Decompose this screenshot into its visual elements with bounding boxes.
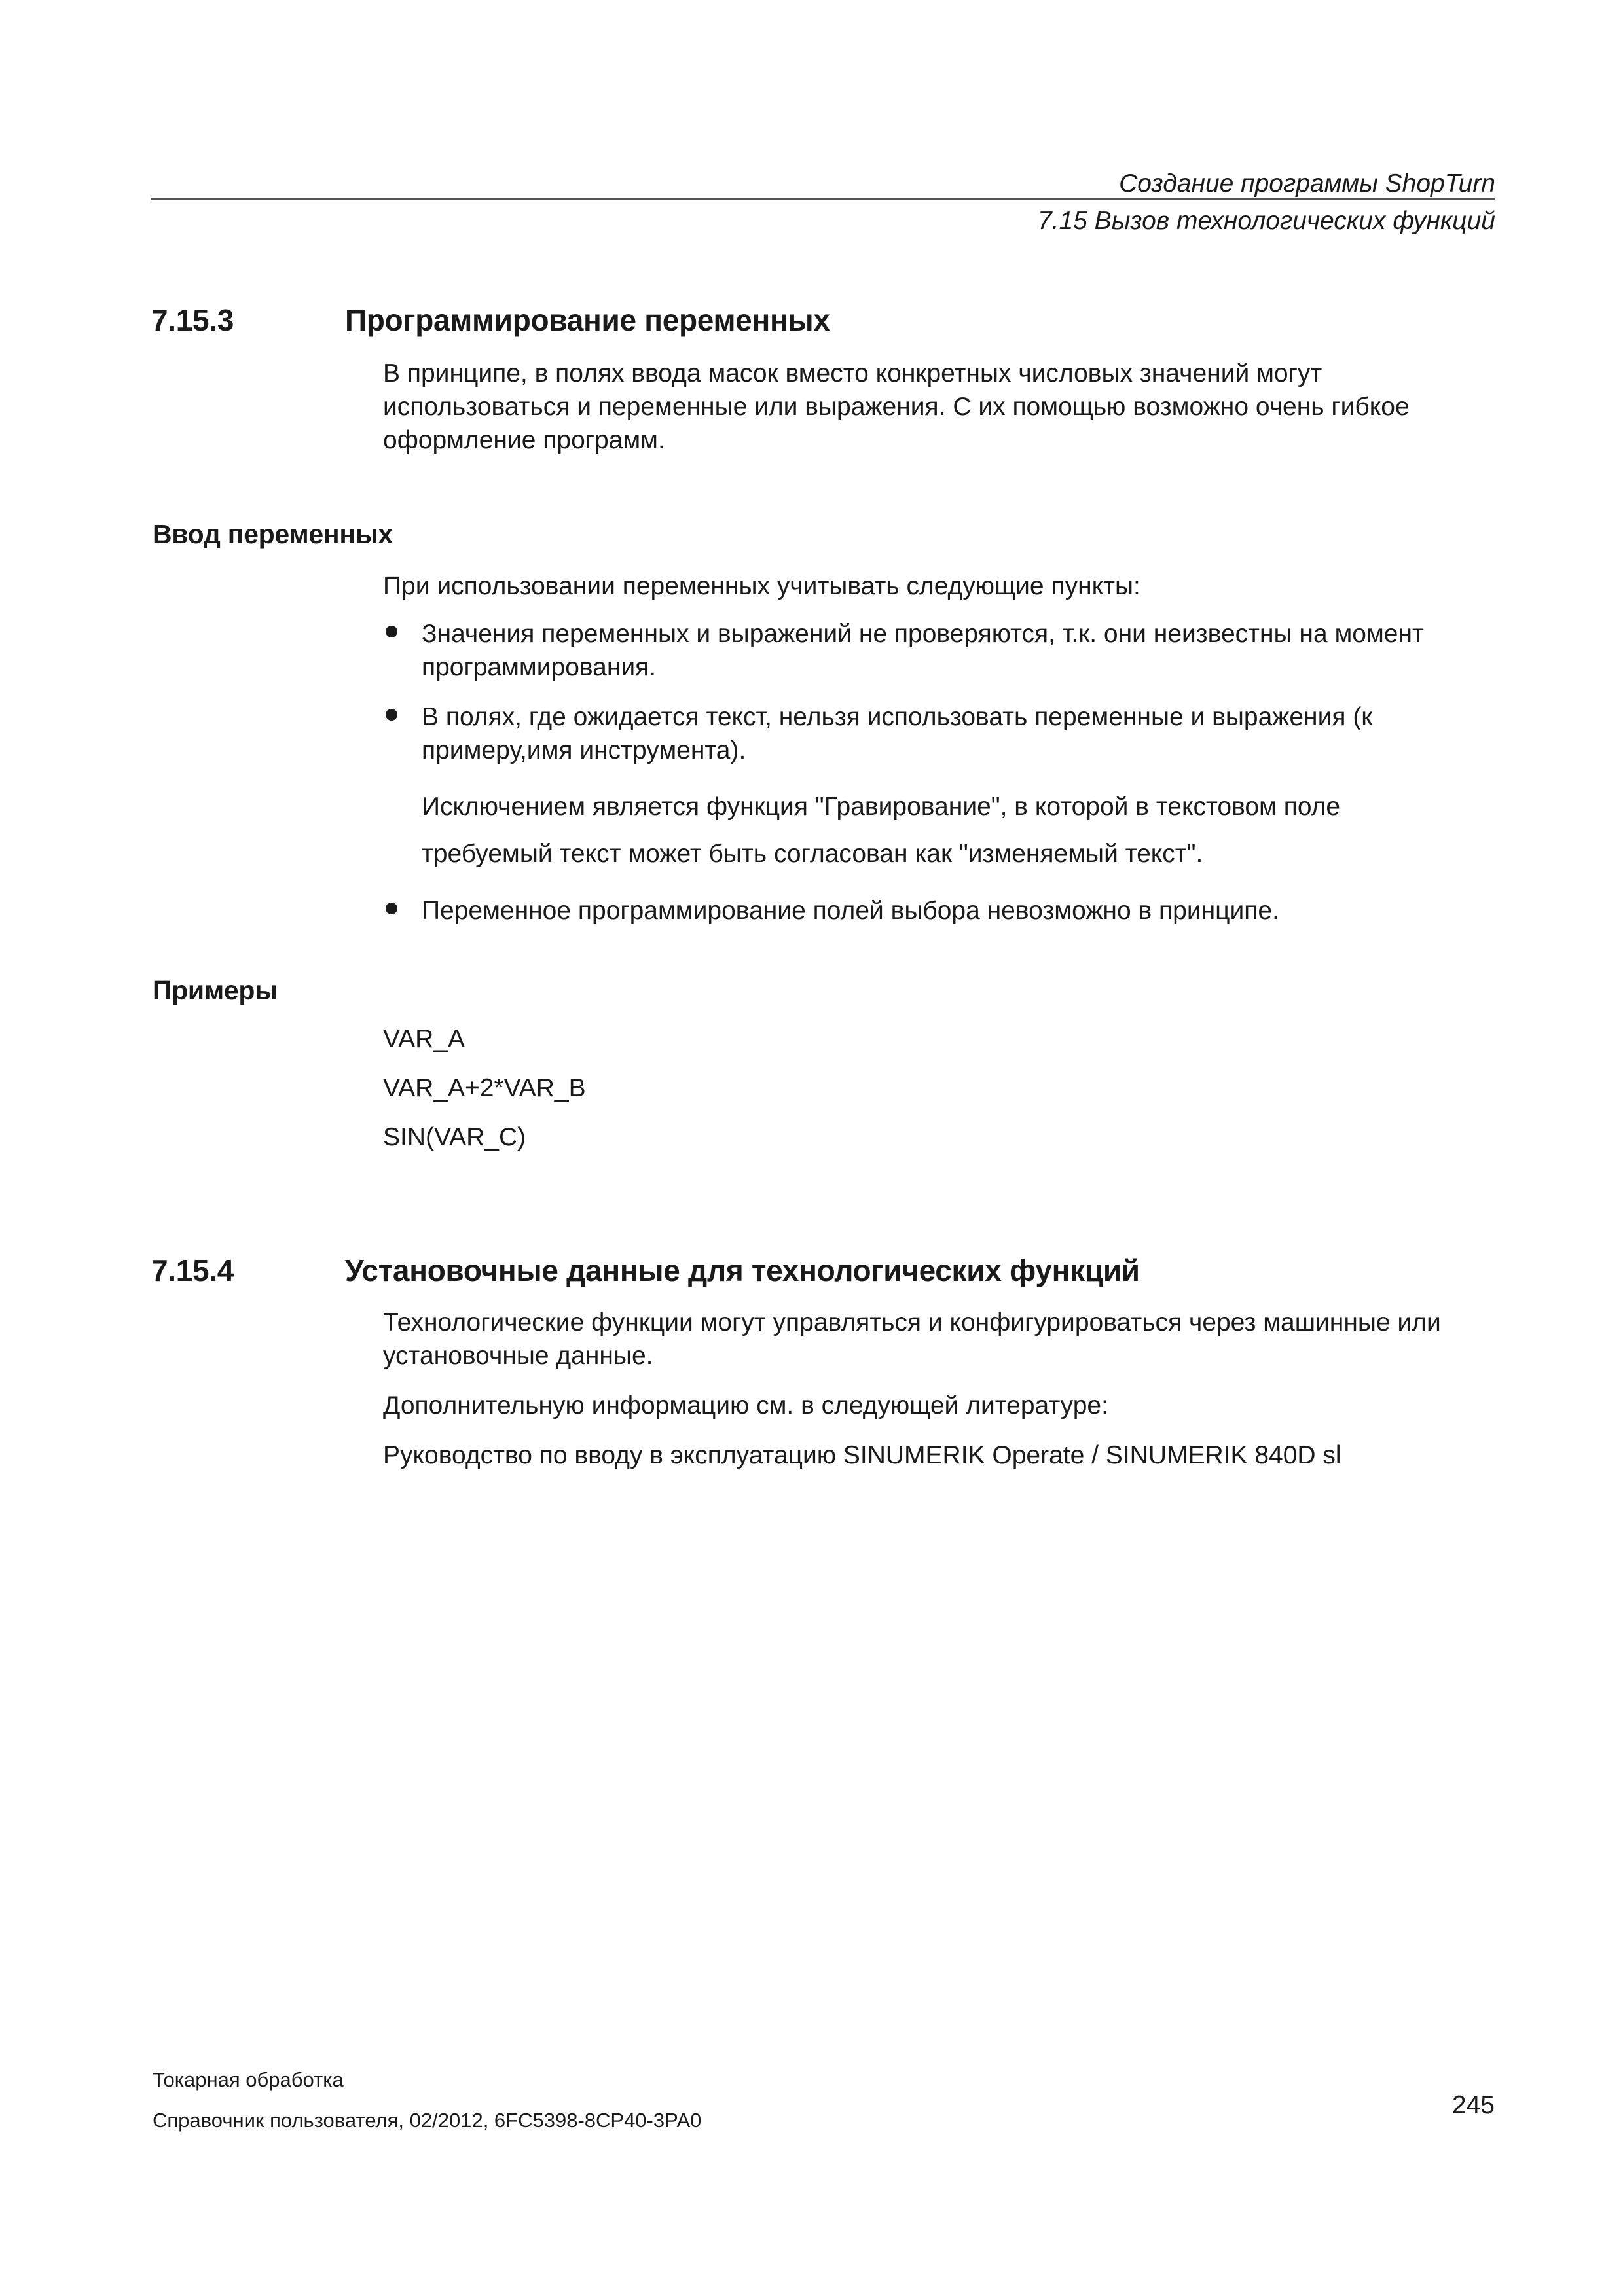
section-title: Программирование переменных (345, 303, 830, 337)
exception-line-2: требуемый текст может быть согласован как "изменяемый текст". (422, 840, 1203, 868)
subsection-lead (383, 569, 1496, 619)
header-section: 7.15 Вызов технологических функций (1037, 207, 1495, 235)
list-item-text: Переменное программирование полей выбора невозможно в принципе. (422, 897, 1279, 925)
list-item (383, 617, 1496, 684)
subsection-heading: Ввод переменных (153, 519, 393, 549)
example-line: VAR_A (383, 1025, 465, 1053)
bullet-icon (386, 626, 397, 637)
lead-paragraph: При использовании переменных учитывать следующие пункты: (383, 572, 1140, 600)
exception-note (422, 783, 1496, 878)
body-paragraph: Дополнительную информацию см. в следующей литературе: (383, 1391, 1108, 1420)
list-item-text: В полях, где ожидается текст, нельзя использовать переменные и выражения (к примеру,имя инструмента). (422, 703, 1373, 764)
reference-paragraph: Руководство по вводу в эксплуатацию SINUMERIK Operate / SINUMERIK 840D sl (383, 1441, 1341, 1469)
section-number: 7.15.3 (151, 303, 234, 337)
intro-paragraph: В принципе, в полях ввода масок вместо конкретных числовых значений могут использоваться и переменные или выражения. С их помощью возможно очень гибкое оформление программ. (383, 359, 1410, 454)
subsection-heading: Примеры (153, 975, 278, 1005)
header-chapter: Создание программы ShopTurn (1119, 170, 1495, 198)
running-header (1038, 165, 1495, 240)
body-paragraph: Технологические функции могут управляться и конфигурироваться через машинные или установочные данные. (383, 1308, 1441, 1370)
section-title: Установочные данные для технологических функций (345, 1253, 1140, 1287)
page-footer (153, 2060, 701, 2141)
page-number: 245 (1451, 2091, 1495, 2119)
list-item (383, 894, 1496, 927)
section-intro (383, 357, 1496, 473)
bullet-icon (386, 903, 397, 914)
list-item-text: Значения переменных и выражений не проверяются, т.к. они неизвестны на момент программирования. (422, 620, 1424, 681)
example-line: VAR_A+2*VAR_B (383, 1074, 586, 1102)
footer-reference: Справочник пользователя, 02/2012, 6FC5398-8CP40-3PA0 (153, 2109, 702, 2132)
section-number: 7.15.4 (151, 1253, 234, 1287)
examples-block (383, 1022, 1496, 1170)
list-item (383, 700, 1496, 767)
bullet-icon (386, 709, 397, 721)
footer-title: Токарная обработка (153, 2068, 344, 2091)
example-line: SIN(VAR_C) (383, 1123, 526, 1151)
exception-line-1: Исключением является функция "Гравирование", в которой в текстовом поле (422, 793, 1341, 821)
notes-list (383, 617, 1496, 944)
header-rule (151, 198, 1495, 200)
section-body (383, 1306, 1496, 1488)
